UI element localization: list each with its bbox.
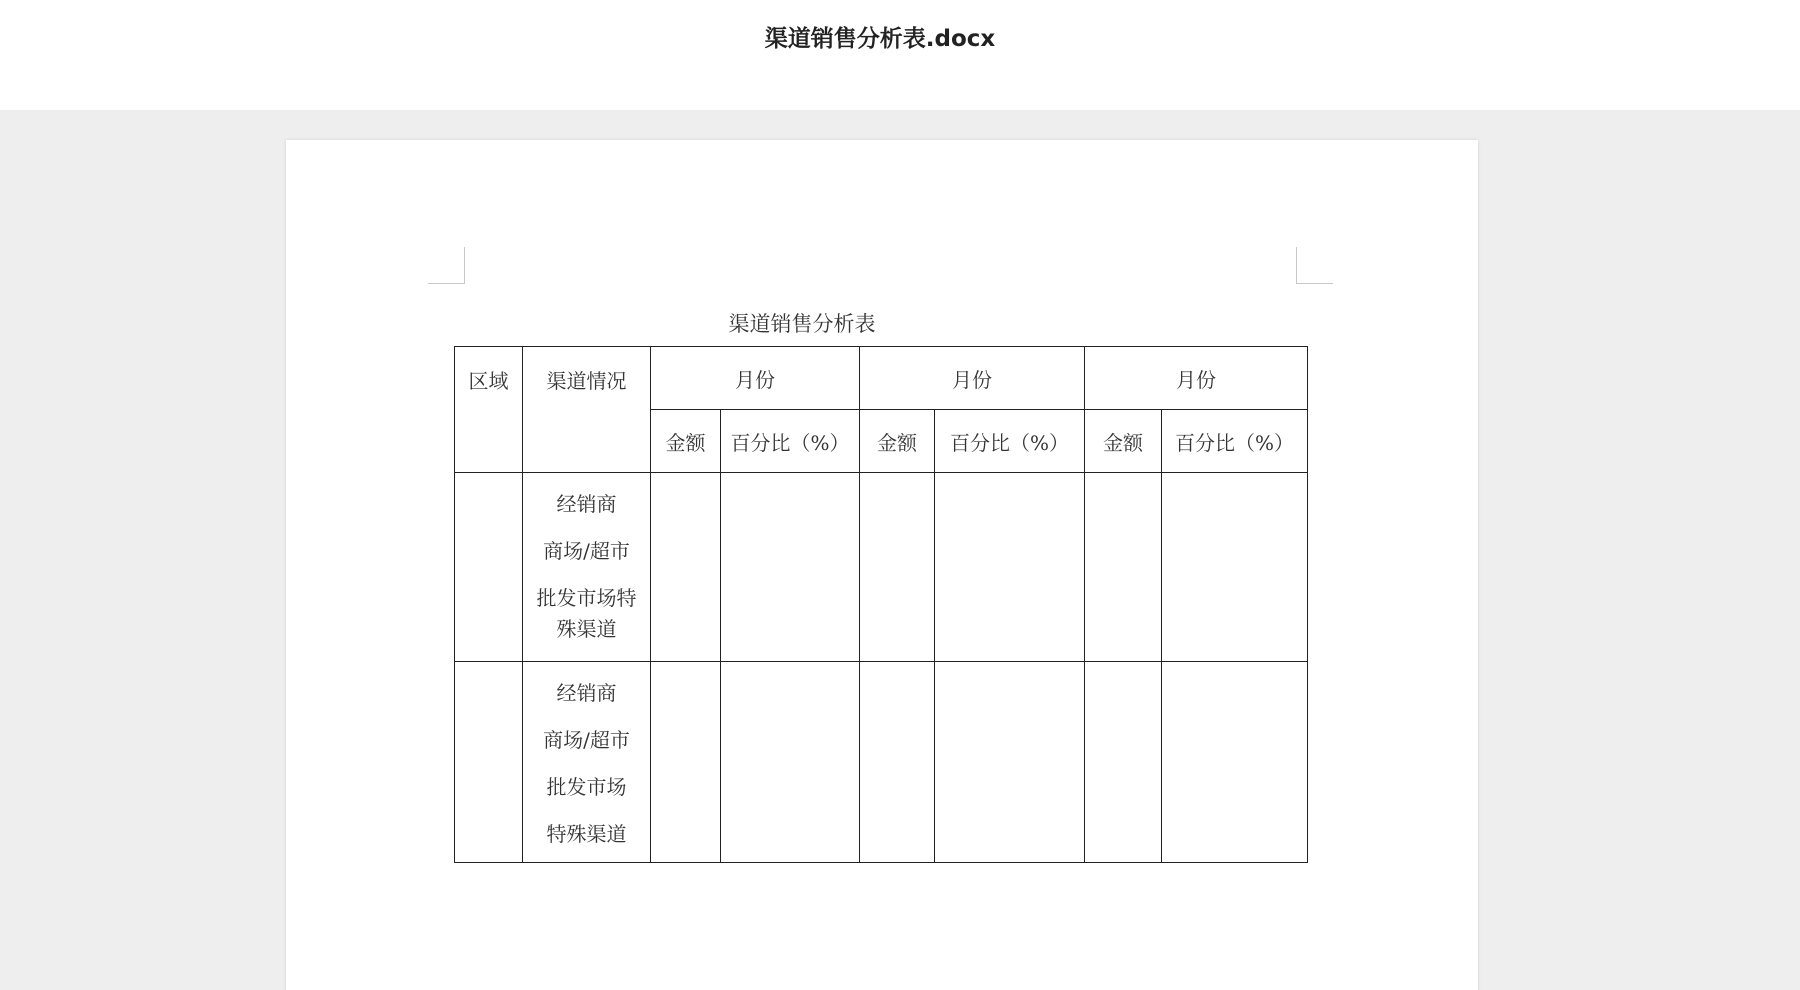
percent-cell [935, 662, 1085, 863]
channel-item: 批发市场特殊渠道 [536, 586, 637, 641]
table-header-row [455, 347, 1308, 410]
percent-cell [1162, 473, 1308, 662]
header-month-3: 月份 [1085, 347, 1308, 410]
channel-item: 特殊渠道 [546, 822, 627, 846]
channel-item: 经销商 [556, 681, 617, 705]
percent-cell [935, 473, 1085, 662]
header-percent-3: 百分比（%） [1162, 410, 1308, 473]
header-percent-2: 百分比（%） [935, 410, 1085, 473]
header-amount-3: 金额 [1085, 410, 1162, 473]
document-page [286, 140, 1478, 990]
header-month-2: 月份 [860, 347, 1085, 410]
sales-analysis-table [454, 346, 1308, 863]
channel-item: 商场/超市 [543, 728, 630, 752]
header-region: 区域 [455, 347, 523, 473]
channel-cell [523, 473, 651, 662]
region-cell [455, 662, 523, 863]
header-month-1: 月份 [651, 347, 860, 410]
amount-cell [860, 662, 935, 863]
amount-cell [1085, 662, 1162, 863]
amount-cell [1085, 473, 1162, 662]
header-channel: 渠道情况 [523, 347, 651, 473]
header-amount-1: 金额 [651, 410, 721, 473]
percent-cell [1162, 662, 1308, 863]
channel-item: 经销商 [556, 492, 617, 516]
percent-cell [721, 473, 860, 662]
document-title: 渠道销售分析表 [728, 312, 876, 336]
percent-cell [721, 662, 860, 863]
channel-item: 批发市场 [546, 775, 627, 799]
header-amount-2: 金额 [860, 410, 935, 473]
amount-cell [860, 473, 935, 662]
amount-cell [651, 662, 721, 863]
file-title: 渠道销售分析表.docx [764, 26, 996, 52]
region-cell [455, 473, 523, 662]
table-row [455, 473, 1308, 662]
margin-corner-mark-top-left [428, 247, 465, 284]
table-row [455, 662, 1308, 863]
header-percent-1: 百分比（%） [721, 410, 860, 473]
title-bar [0, 0, 1800, 110]
channel-cell [523, 662, 651, 863]
amount-cell [651, 473, 721, 662]
document-viewer[interactable] [0, 110, 1800, 990]
margin-corner-mark-top-right [1296, 247, 1333, 284]
channel-item: 商场/超市 [543, 539, 630, 563]
